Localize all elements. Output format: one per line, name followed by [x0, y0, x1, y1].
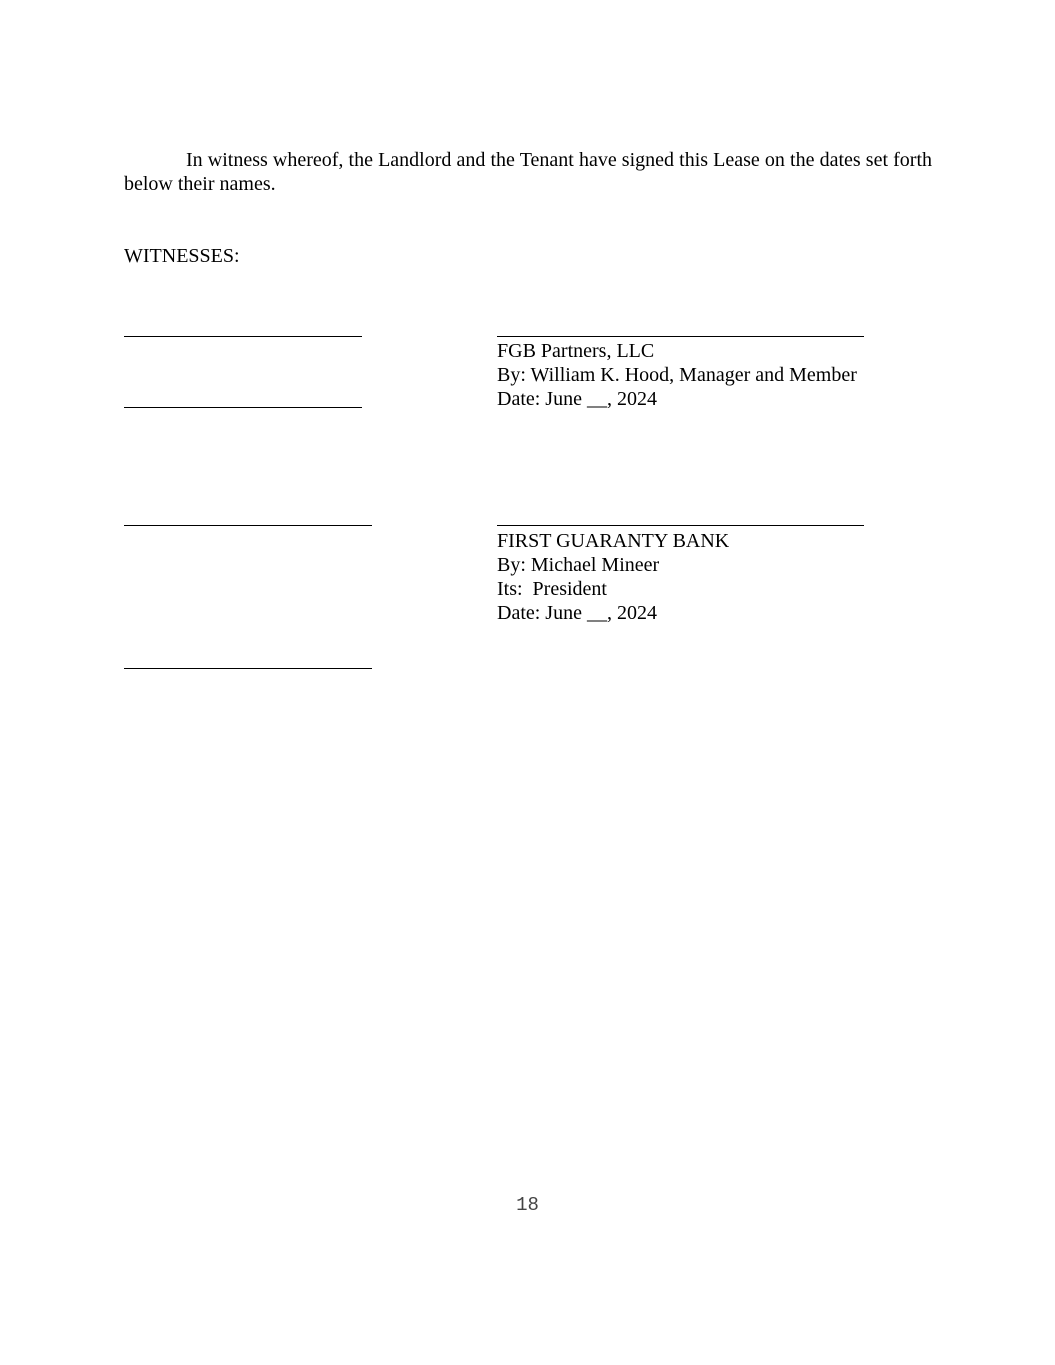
- page-number: 18: [516, 1194, 539, 1216]
- tenant-witness-2-signature-line: [124, 668, 372, 669]
- tenant-name: FIRST GUARANTY BANK: [497, 530, 730, 552]
- landlord-witness-2-signature-line: [124, 407, 362, 408]
- tenant-signature-block: [497, 529, 729, 625]
- landlord-signer: By: William K. Hood, Manager and Member: [497, 364, 857, 386]
- landlord-signature-block: [497, 339, 857, 411]
- landlord-name: FGB Partners, LLC: [497, 340, 655, 362]
- tenant-signer: By: Michael Mineer: [497, 554, 660, 576]
- witness-paragraph: In witness whereof, the Landlord and the Tenant have signed this Lease on the dates set forth below their names.: [124, 149, 932, 195]
- tenant-date: Date: June __, 2024: [497, 602, 657, 624]
- tenant-witness-1-signature-line: [124, 525, 372, 526]
- witnesses-heading: WITNESSES:: [124, 245, 240, 267]
- landlord-date: Date: June __, 2024: [497, 388, 657, 410]
- landlord-signature-line: [497, 336, 864, 337]
- tenant-title: Its: President: [497, 578, 607, 600]
- tenant-signature-line: [497, 525, 864, 526]
- landlord-witness-1-signature-line: [124, 336, 362, 337]
